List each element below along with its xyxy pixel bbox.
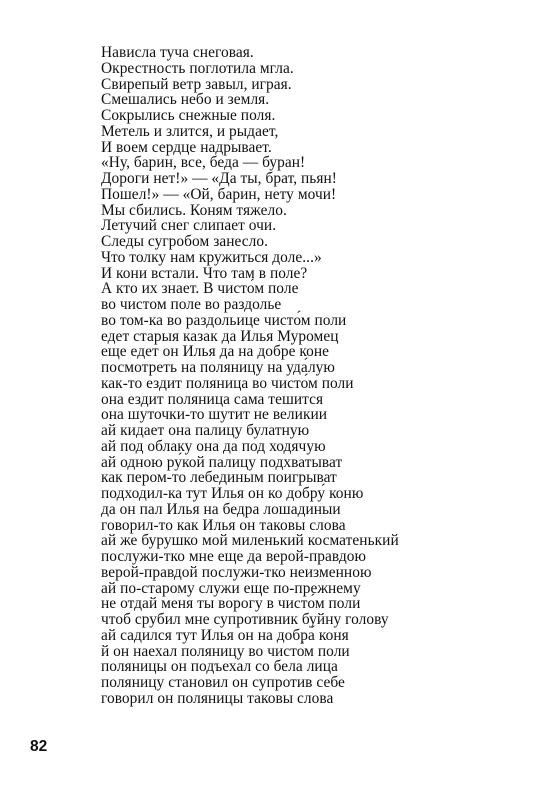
poem-line: Окрестность поглотила мгла. xyxy=(101,59,294,77)
poem-line: И кони встали. Что там в поле? xyxy=(101,264,308,282)
poem-line: во том-ка во раздольице чисто́м поли xyxy=(101,311,347,329)
poem-line: Что толку нам кружиться доле...» xyxy=(101,248,322,266)
poem-line: И воем сердце надрывает. xyxy=(101,138,272,156)
poem-line: ай под облаку она да под ходячую xyxy=(101,437,326,455)
poem-line: не отдай меня ты ворогу в чисто́м поли xyxy=(101,595,361,613)
poem-line: ай же бурушко мой миленький косматенький xyxy=(101,532,399,550)
poem-text xyxy=(101,45,521,707)
poem-line: й он наехал поляницу во чисто́м поли xyxy=(101,642,350,660)
poem-line: да он пал Илья на бедра лошадиныи xyxy=(101,500,341,518)
poem-line: Свирепый ветр завыл, играя. xyxy=(101,75,292,93)
poem-line: поляницы он подъехал со бела лица xyxy=(101,658,338,676)
poem-line: еще едет он Илья да на добре коне xyxy=(101,343,330,361)
poem-line: она ездит поляница сама тешится xyxy=(101,390,324,408)
poem-line: говорил-то как Илья он таковы слова xyxy=(101,516,346,534)
poem-line: во чистом поле во раздолье xyxy=(101,296,282,313)
poem-line: ай одною ру́кой палицу подхватыват xyxy=(101,453,343,471)
poem-line: она шуточки-то шутит не великии xyxy=(101,406,328,424)
poem-line: Летучий снег слипает очи. xyxy=(101,217,277,235)
poem-line: говорил он поляницы таковы слова xyxy=(101,689,334,707)
poem-line: посмотреть на поляницу на уда́лую xyxy=(101,359,335,376)
poem-line: ай садился тут Илья он на добра́ коня xyxy=(101,626,349,644)
poem-line: послужи-тко мне еще да верой-правдою xyxy=(101,548,367,565)
poem-line: как-то ездит поляница во чисто́м поли xyxy=(101,374,354,392)
poem-line: Дороги нет!» — «Да ты, брат, пьян! xyxy=(101,170,337,187)
poem-line: ай кидает она палицу булатную xyxy=(101,422,310,439)
poem-line: верой-правдой послужи-тко неизменною xyxy=(101,563,372,581)
poem-line: Мы сбились. Коням тяжело. xyxy=(101,201,287,219)
poem-line: Следы сугробом занесло. xyxy=(101,233,269,250)
poem-line: «Ну, барин, все, беда — буран! xyxy=(101,154,306,172)
poem-line: Пошел!» — «Ой, барин, нету мочи! xyxy=(101,185,337,203)
poem-line: Смешались небо и земля. xyxy=(101,91,270,109)
poem-line: Нависла туча снеговая. xyxy=(101,44,254,61)
poem-line: Метель и злится, и рыдает, xyxy=(101,122,279,140)
poem-line: едет старыя казак да Илья Муромец xyxy=(101,327,339,345)
poem-line: А кто их знает. В чисто́м поле xyxy=(101,280,299,298)
poem-line: поляницу становил он супротив себе xyxy=(101,674,345,691)
poem-line: как пером-то лебединым поигрыват xyxy=(101,469,337,487)
page-number: 82 xyxy=(30,738,48,755)
poem-line: чтоб срубил мне супротивник буйну голову xyxy=(101,611,389,628)
poem-line: ай по-старому служи еще по-прежнему xyxy=(101,579,361,597)
poem-line: подходил-ка тут Илья он ко добру́ коню xyxy=(101,485,364,502)
poem-line: Сокрылись снежные поля. xyxy=(101,107,276,124)
